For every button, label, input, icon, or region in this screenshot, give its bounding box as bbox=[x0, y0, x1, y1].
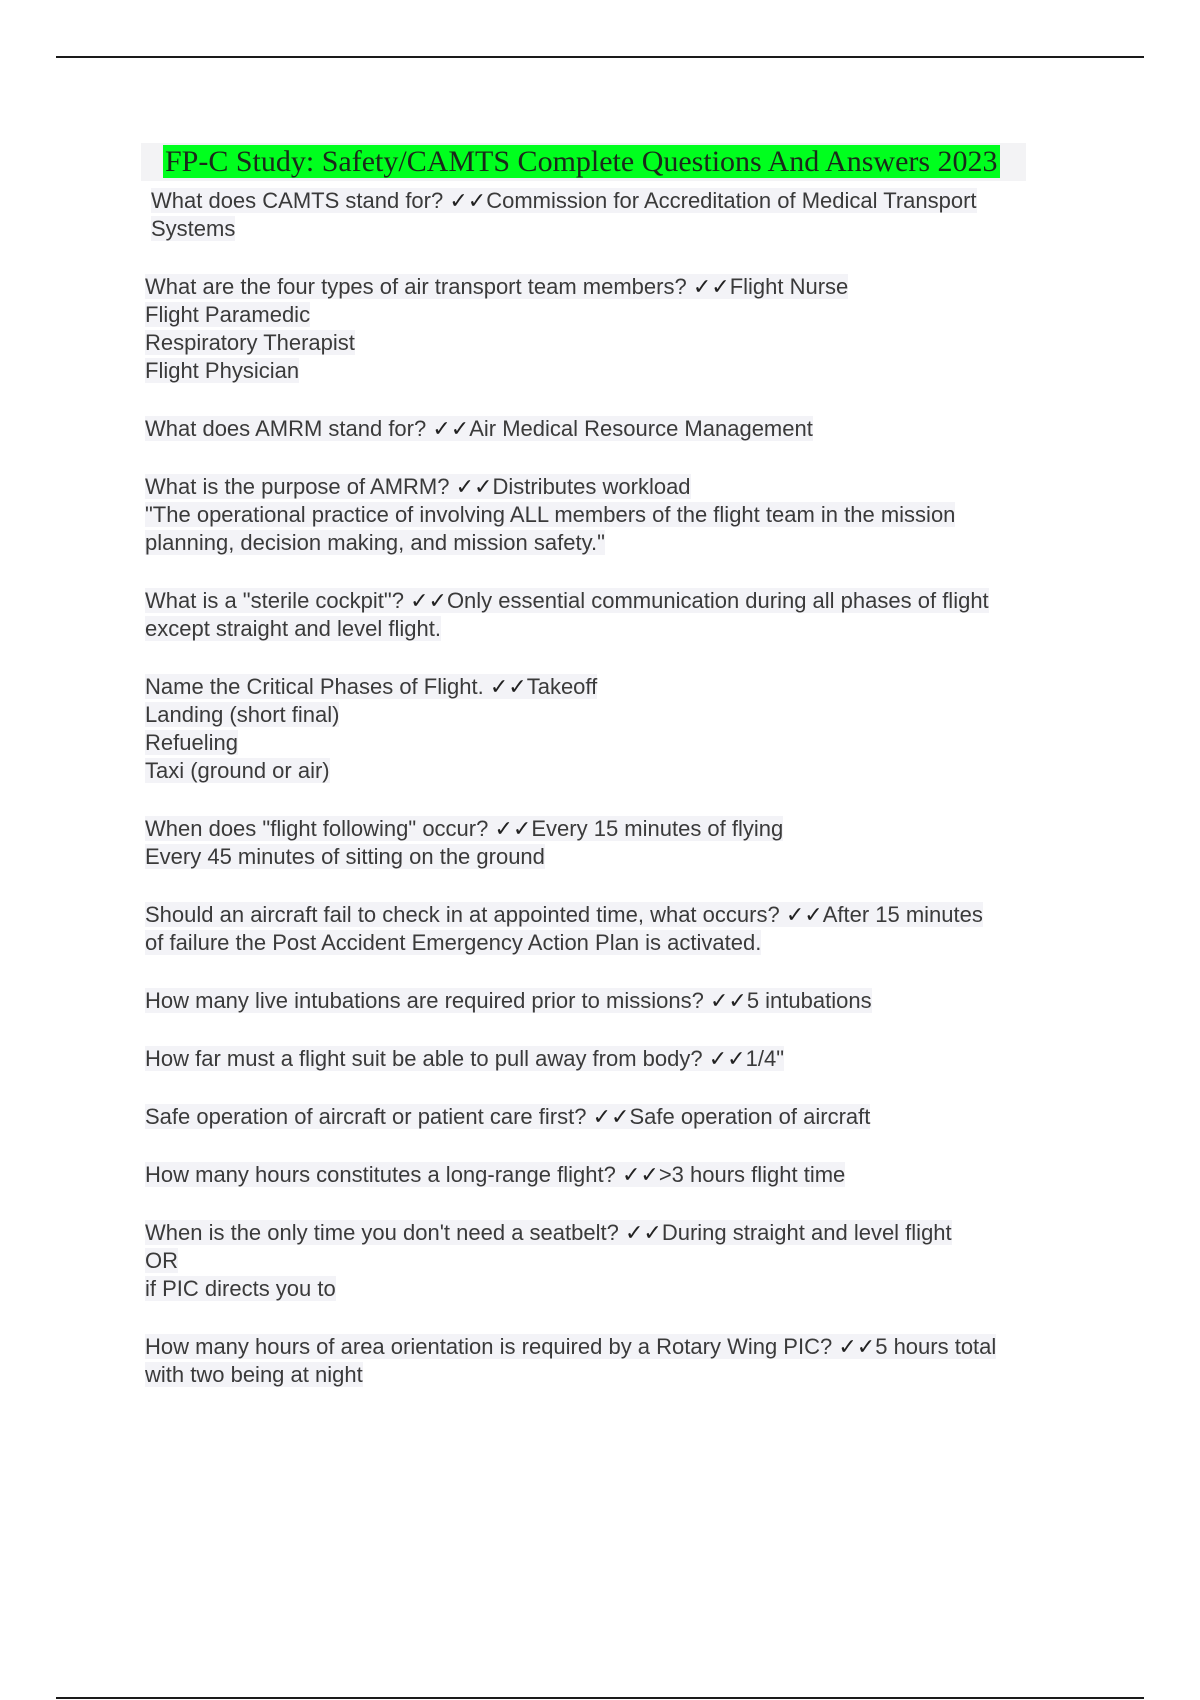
check-mark-icon: ✓✓ bbox=[494, 816, 532, 841]
qa-item bbox=[145, 901, 1095, 957]
qa-text bbox=[145, 1334, 996, 1387]
answer-text: 5 intubations bbox=[746, 988, 872, 1013]
question-text: Safe operation of aircraft or patient care first? bbox=[145, 1104, 587, 1129]
check-mark-icon: ✓✓ bbox=[709, 988, 747, 1013]
title-bar bbox=[141, 143, 1026, 181]
qa-item bbox=[145, 1161, 1095, 1189]
check-mark-icon: ✓✓ bbox=[410, 588, 447, 613]
qa-item bbox=[145, 815, 1095, 871]
check-mark-icon: ✓✓ bbox=[624, 1220, 662, 1245]
answer-text: Air Medical Resource Management bbox=[469, 416, 813, 441]
check-mark-icon: ✓✓ bbox=[621, 1162, 659, 1187]
qa-text bbox=[145, 274, 848, 383]
question-text: What is the purpose of AMRM? bbox=[145, 474, 450, 499]
qa-item bbox=[145, 273, 1095, 385]
qa-list bbox=[145, 187, 1095, 1389]
top-rule bbox=[56, 56, 1144, 58]
qa-item bbox=[145, 1219, 1095, 1303]
answer-text: Distributes workload "The operational practice of involving ALL members of the flight team in the mission planning, decision making, and mission safety." bbox=[145, 474, 956, 555]
answer-text: Safe operation of aircraft bbox=[629, 1104, 871, 1129]
bottom-rule bbox=[56, 1697, 1144, 1699]
qa-text bbox=[145, 816, 783, 869]
check-mark-icon: ✓✓ bbox=[432, 416, 470, 441]
question-text: How many hours constitutes a long-range flight? bbox=[145, 1162, 616, 1187]
answer-text: After 15 minutes of failure the Post Accident Emergency Action Plan is activated. bbox=[145, 902, 983, 955]
qa-text bbox=[145, 988, 872, 1013]
question-text: What does CAMTS stand for? bbox=[151, 188, 444, 213]
check-mark-icon: ✓✓ bbox=[592, 1104, 630, 1129]
qa-text bbox=[145, 902, 983, 955]
answer-text: Every 15 minutes of flying Every 45 minutes of sitting on the ground bbox=[145, 816, 784, 869]
question-text: How far must a flight suit be able to pull away from body? bbox=[145, 1046, 703, 1071]
document-body bbox=[145, 143, 1095, 1419]
question-text: When is the only time you don't need a seatbelt? bbox=[145, 1220, 619, 1245]
qa-item bbox=[145, 1333, 1095, 1389]
check-mark-icon: ✓✓ bbox=[838, 1334, 876, 1359]
document-title: FP-C Study: Safety/CAMTS Complete Questions And Answers 2023 bbox=[165, 145, 998, 178]
qa-text bbox=[145, 1220, 952, 1301]
question-text: What are the four types of air transport team members? bbox=[145, 274, 687, 299]
check-mark-icon: ✓✓ bbox=[692, 274, 730, 299]
check-mark-icon: ✓✓ bbox=[489, 674, 527, 699]
answer-text: Only essential communication during all phases of flight except straight and level flight. bbox=[145, 588, 989, 641]
qa-text bbox=[145, 1046, 784, 1071]
question-text: What does AMRM stand for? bbox=[145, 416, 427, 441]
check-mark-icon: ✓✓ bbox=[455, 474, 493, 499]
answer-text: Flight Nurse Flight Paramedic Respiratory Therapist Flight Physician bbox=[145, 274, 849, 383]
qa-text bbox=[145, 1162, 845, 1187]
answer-text: Takeoff Landing (short final) Refueling Taxi (ground or air) bbox=[145, 674, 598, 783]
question-text: How many live intubations are required prior to missions? bbox=[145, 988, 704, 1013]
question-text: Should an aircraft fail to check in at appointed time, what occurs? bbox=[145, 902, 780, 927]
qa-text bbox=[145, 416, 813, 441]
question-text: What is a "sterile cockpit"? bbox=[145, 588, 404, 613]
qa-item bbox=[145, 587, 1095, 643]
check-mark-icon: ✓✓ bbox=[785, 902, 823, 927]
check-mark-icon: ✓✓ bbox=[708, 1046, 746, 1071]
qa-item bbox=[145, 673, 1095, 785]
qa-text bbox=[145, 588, 989, 641]
qa-item bbox=[145, 987, 1095, 1015]
qa-text bbox=[151, 188, 977, 241]
qa-item bbox=[145, 187, 1095, 243]
answer-text: 5 hours total with two being at night bbox=[145, 1334, 997, 1387]
qa-text bbox=[145, 474, 955, 555]
qa-item bbox=[145, 473, 1095, 557]
answer-text: >3 hours flight time bbox=[658, 1162, 846, 1187]
qa-item bbox=[145, 1045, 1095, 1073]
answer-text: During straight and level flight OR if PIC directs you to bbox=[145, 1220, 952, 1301]
answer-text: Commission for Accreditation of Medical Transport Systems bbox=[151, 188, 977, 241]
question-text: How many hours of area orientation is required by a Rotary Wing PIC? bbox=[145, 1334, 833, 1359]
question-text: When does "flight following" occur? bbox=[145, 816, 489, 841]
qa-item bbox=[145, 415, 1095, 443]
qa-text bbox=[145, 1104, 870, 1129]
qa-text bbox=[145, 674, 597, 783]
answer-text: 1/4" bbox=[745, 1046, 785, 1071]
qa-item bbox=[145, 1103, 1095, 1131]
question-text: Name the Critical Phases of Flight. bbox=[145, 674, 484, 699]
check-mark-icon: ✓✓ bbox=[449, 188, 487, 213]
